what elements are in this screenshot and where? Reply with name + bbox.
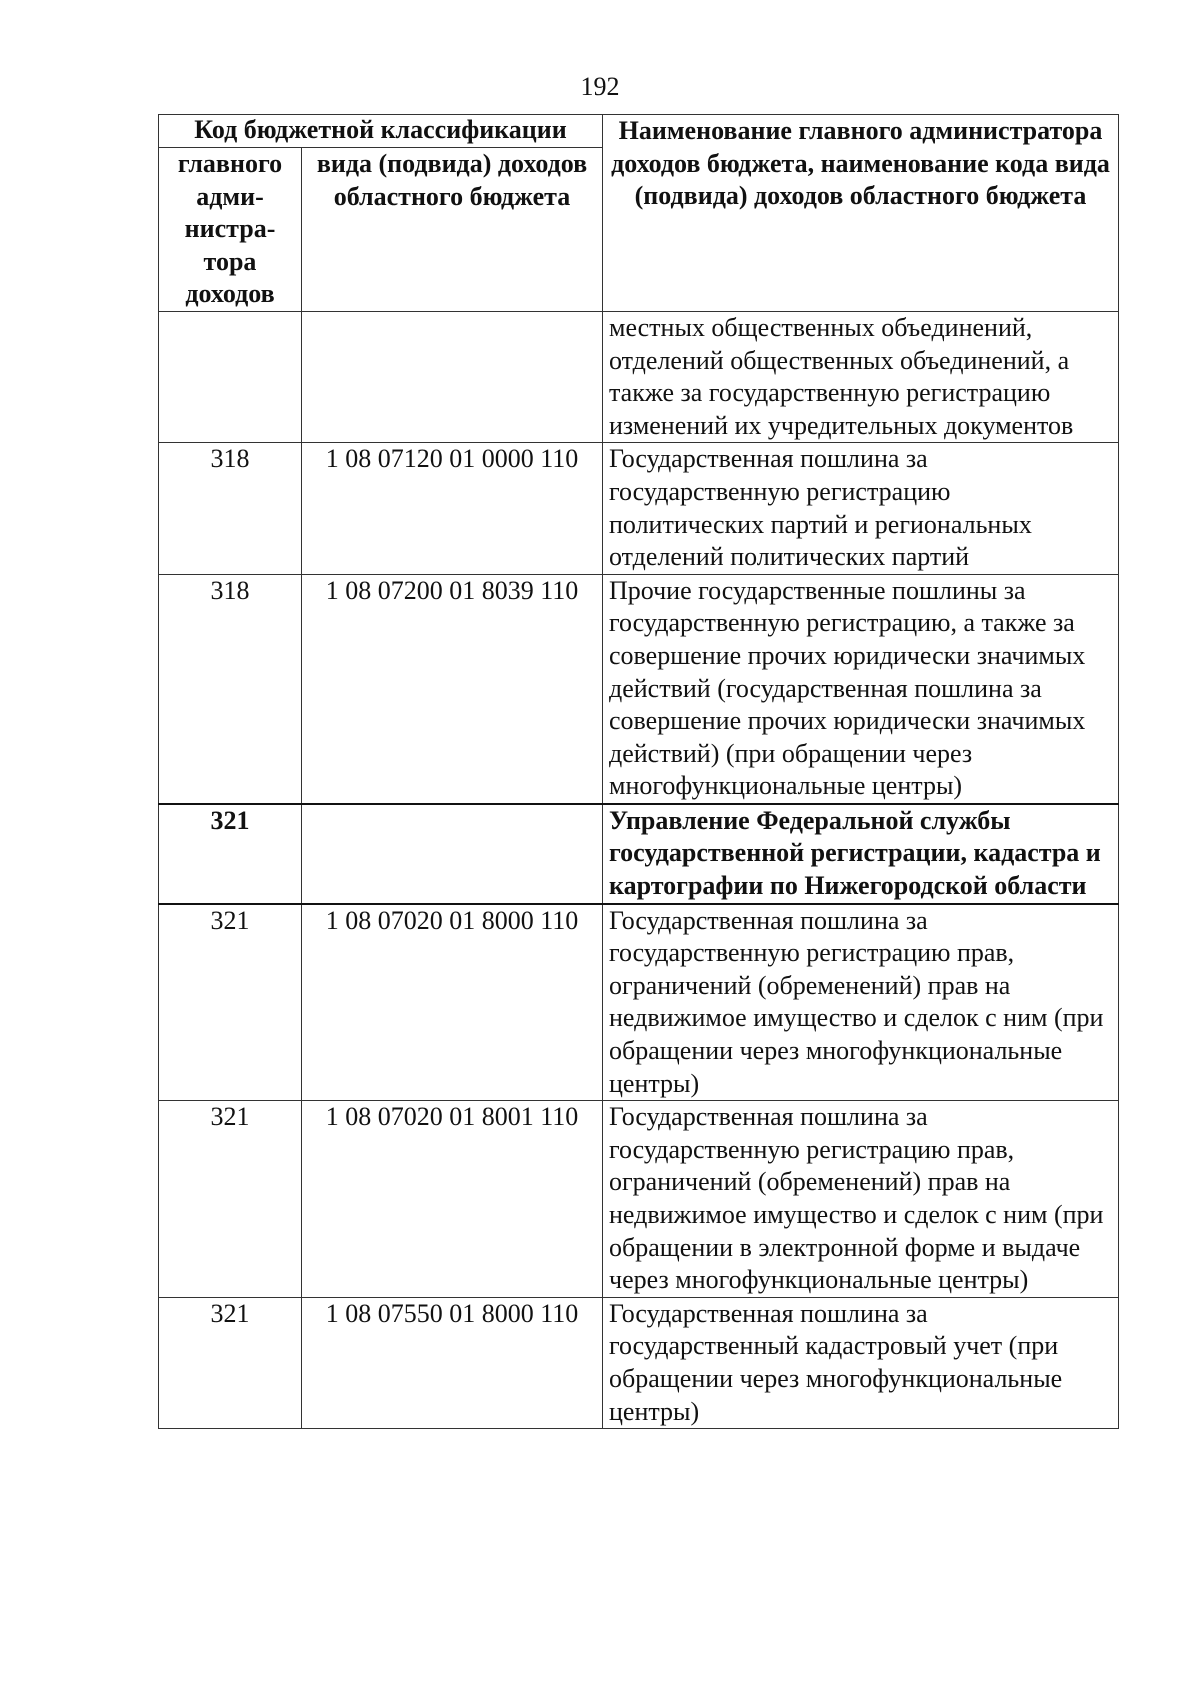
admin-code-cell: 318 <box>159 574 302 804</box>
table-row <box>159 904 1119 1101</box>
revenue-code-cell: 1 08 07020 01 8001 110 <box>302 1101 603 1298</box>
header-revenue-type-code: вида (подвида) доходов областного бюджета <box>302 148 603 312</box>
admin-code-cell: 321 <box>159 904 302 1101</box>
revenue-code-cell: 1 08 07120 01 0000 110 <box>302 443 603 574</box>
revenue-name-cell: Государственная пошлина за государственный кадастровый учет (при обращении через многофункциональные центры) <box>603 1297 1119 1428</box>
table-row <box>159 311 1119 442</box>
revenue-name-cell: Государственная пошлина за государственную регистрацию прав, ограничений (обременений) прав на недвижимое имущество и сделок с ним (при обращении в электронной форме и выдаче через многофункциональные центры) <box>603 1101 1119 1298</box>
table-row <box>159 1101 1119 1298</box>
admin-code-cell: 321 <box>159 1297 302 1428</box>
revenue-code-cell: 1 08 07550 01 8000 110 <box>302 1297 603 1428</box>
table-row <box>159 804 1119 904</box>
revenue-code-cell: 1 08 07020 01 8000 110 <box>302 904 603 1101</box>
header-budget-classification-code: Код бюджетной классификации <box>159 115 603 148</box>
table-row <box>159 443 1119 574</box>
table-row <box>159 574 1119 804</box>
revenue-name-cell: Управление Федеральной службы государственной регистрации, кадастра и картографии по Нижегородской области <box>603 804 1119 904</box>
table-header <box>159 115 1119 312</box>
revenue-name-cell: Прочие государственные пошлины за государственную регистрацию, а также за совершение прочих юридически значимых действий (государственная пошлина за совершение прочих юридически значимых действий) (при обращении через многофункциональные центры) <box>603 574 1119 804</box>
admin-code-cell: 321 <box>159 804 302 904</box>
revenue-name-cell: Государственная пошлина за государственную регистрацию политических партий и региональных отделений политических партий <box>603 443 1119 574</box>
admin-code-cell: 318 <box>159 443 302 574</box>
admin-code-cell: 321 <box>159 1101 302 1298</box>
revenue-name-cell: местных общественных объединений, отделений общественных объединений, а также за государственную регистрацию изменений их учредительных документов <box>603 311 1119 442</box>
budget-classification-table <box>158 114 1119 1429</box>
revenue-code-cell <box>302 804 603 904</box>
revenue-code-cell: 1 08 07200 01 8039 110 <box>302 574 603 804</box>
header-chief-administrator: главного адми-нистра-тора доходов <box>159 148 302 312</box>
header-name: Наименование главного администратора доходов бюджета, наименование кода вида (подвида) доходов областного бюджета <box>603 115 1119 312</box>
revenue-code-cell <box>302 311 603 442</box>
table-row <box>159 1297 1119 1428</box>
admin-code-cell <box>159 311 302 442</box>
table-body <box>159 311 1119 1428</box>
page-number: 192 <box>580 72 620 101</box>
revenue-name-cell: Государственная пошлина за государственную регистрацию прав, ограничений (обременений) прав на недвижимое имущество и сделок с ним (при обращении через многофункциональные центры) <box>603 904 1119 1101</box>
